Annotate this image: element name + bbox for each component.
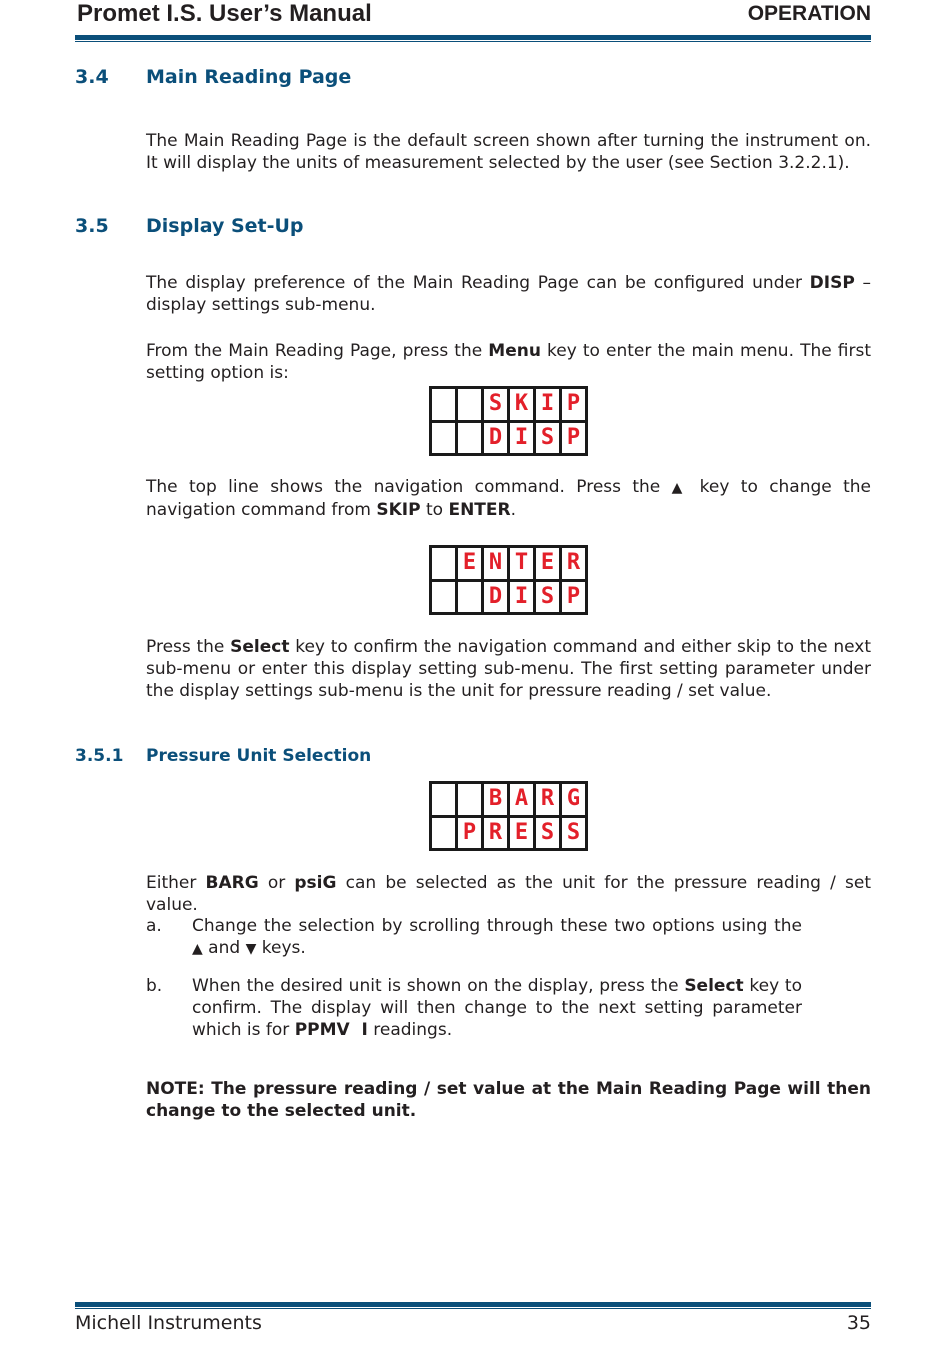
section-number: 3.5 <box>75 215 109 237</box>
list-marker: b. <box>146 976 163 996</box>
paragraph: Either BARG or psiG can be selected as the unit for the pressure reading / set value. <box>146 873 871 915</box>
section-title: Display Set-Up <box>146 215 304 237</box>
up-arrow-icon: ▲ <box>192 941 203 957</box>
lcd-cell <box>432 582 455 613</box>
chapter-name: OPERATION <box>747 2 871 25</box>
lcd-cell <box>458 423 481 454</box>
lcd-display-barg-press <box>429 781 588 851</box>
lcd-cell: K <box>510 389 533 420</box>
section-title: Main Reading Page <box>146 66 352 88</box>
lcd-cell: S <box>536 818 559 849</box>
lcd-cell: R <box>484 818 507 849</box>
lcd-cell <box>432 784 455 815</box>
footer-rule <box>75 1302 871 1307</box>
subsection-number: 3.5.1 <box>75 746 124 766</box>
lcd-cell: P <box>562 389 585 420</box>
lcd-cell: S <box>562 818 585 849</box>
lcd-cell: R <box>562 548 585 579</box>
section-number: 3.4 <box>75 66 109 88</box>
paragraph: From the Main Reading Page, press the Menu key to enter the main menu. The first setting option is: <box>146 341 872 383</box>
lcd-cell: E <box>458 548 481 579</box>
company-name: Michell Instruments <box>75 1312 262 1334</box>
lcd-cell: I <box>536 389 559 420</box>
lcd-cell <box>458 389 481 420</box>
header-rule-thin <box>75 41 871 42</box>
lcd-cell: D <box>484 423 507 454</box>
document-title: Promet I.S. User’s Manual <box>77 0 372 27</box>
lcd-display-skip-disp <box>429 386 588 456</box>
lcd-cell: S <box>484 389 507 420</box>
lcd-cell: E <box>510 818 533 849</box>
lcd-cell: I <box>510 582 533 613</box>
lcd-cell <box>432 423 455 454</box>
lcd-cell <box>432 548 455 579</box>
lcd-display-enter-disp <box>429 545 588 615</box>
lcd-cell <box>432 818 455 849</box>
header-rule <box>75 35 871 40</box>
paragraph: The display preference of the Main Reading Page can be configured under DISP – display settings sub-menu. <box>146 273 872 315</box>
lcd-cell: B <box>484 784 507 815</box>
lcd-cell: S <box>536 423 559 454</box>
up-arrow-icon: ▲ <box>671 480 689 496</box>
list-item: When the desired unit is shown on the display, press the Select key to confirm. The display will then change to the next setting parameter which is for PPMV I readings. <box>192 976 802 1040</box>
lcd-cell: T <box>510 548 533 579</box>
subsection-title: Pressure Unit Selection <box>146 746 372 766</box>
lcd-cell: A <box>510 784 533 815</box>
page-number: 35 <box>846 1312 871 1334</box>
lcd-cell: P <box>562 423 585 454</box>
lcd-cell: R <box>536 784 559 815</box>
paragraph: The Main Reading Page is the default screen shown after turning the instrument on. It will display the units of measurement selected by the user (see Section 3.2.2.1). <box>146 131 871 173</box>
footer-rule-thin <box>75 1308 871 1309</box>
paragraph: The top line shows the navigation command. Press the ▲ key to change the navigation command from SKIP to ENTER. <box>146 477 871 520</box>
lcd-cell: D <box>484 582 507 613</box>
lcd-cell: S <box>536 582 559 613</box>
lcd-cell <box>432 389 455 420</box>
lcd-cell <box>458 784 481 815</box>
lcd-cell: P <box>458 818 481 849</box>
lcd-cell: N <box>484 548 507 579</box>
lcd-cell: G <box>562 784 585 815</box>
lcd-cell: I <box>510 423 533 454</box>
lcd-cell: P <box>562 582 585 613</box>
lcd-cell: E <box>536 548 559 579</box>
lcd-cell <box>458 582 481 613</box>
list-marker: a. <box>146 916 162 936</box>
note: NOTE: The pressure reading / set value at the Main Reading Page will then change to the selected unit. <box>146 1079 871 1121</box>
list-item: Change the selection by scrolling through these two options using the ▲ and ▼ keys. <box>192 916 802 958</box>
down-arrow-icon: ▼ <box>245 941 257 957</box>
paragraph: Press the Select key to confirm the navigation command and either skip to the next sub-menu or enter this display setting sub-menu. The first setting parameter under the display settings sub-menu is the unit for pressure reading / set value. <box>146 637 872 701</box>
